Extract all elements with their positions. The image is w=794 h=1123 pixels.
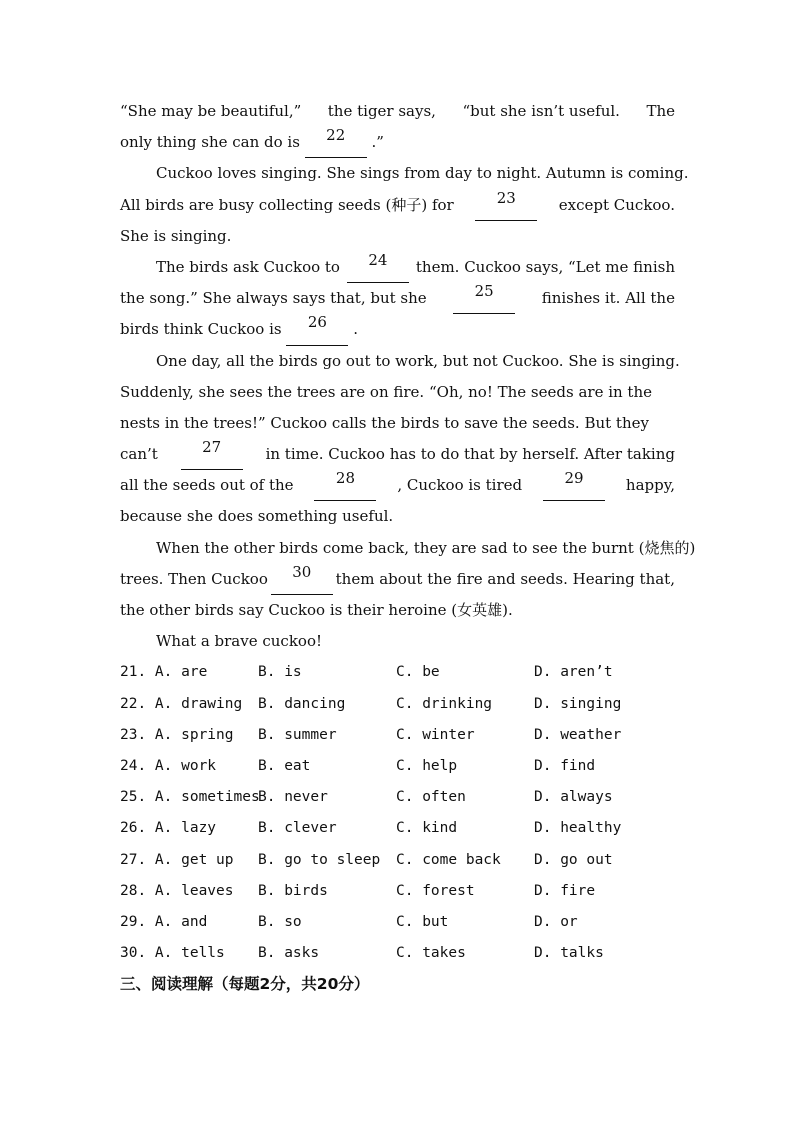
section-heading: 三、阅读理解（每题2分，共20分） xyxy=(120,975,370,994)
option-c: C. forest xyxy=(396,882,475,899)
passage-line: birds think Cuckoo is 26 . xyxy=(120,314,675,345)
option-c: C. kind xyxy=(396,820,458,837)
blank-27[interactable]: 27 xyxy=(181,439,243,470)
option-row-23 xyxy=(120,720,675,751)
passage-line: trees. Then Cuckoo 30 them about the fire and seeds. Hearing that, xyxy=(120,564,675,595)
option-d: D. talks xyxy=(534,945,604,962)
passage-line: One day, all the birds go out to work, but not Cuckoo. She is singing. xyxy=(156,351,680,370)
blank-23[interactable]: 23 xyxy=(475,190,537,221)
passage-line: the song.” She always says that, but she 25 finishes it. All the xyxy=(120,283,675,314)
passage-line: What a brave cuckoo! xyxy=(156,632,323,651)
passage-line: the other birds say Cuckoo is their heroine (女英雄). xyxy=(120,601,513,619)
blank-24[interactable]: 24 xyxy=(347,252,409,283)
option-row-27 xyxy=(120,845,675,876)
option-c: C. come back xyxy=(396,851,501,868)
option-a: 22. A. drawing xyxy=(120,695,243,712)
options-list xyxy=(120,657,675,969)
option-a: 29. A. and xyxy=(120,913,208,930)
blank-28[interactable]: 28 xyxy=(314,470,376,501)
option-d: D. singing xyxy=(534,695,622,712)
option-row-25 xyxy=(120,782,675,813)
blank-25[interactable]: 25 xyxy=(453,283,515,314)
option-b: B. dancing xyxy=(258,695,346,712)
option-d: D. go out xyxy=(534,851,613,868)
passage-line: “She may be beautiful,” the tiger says, “but she isn’t useful. The xyxy=(120,102,675,120)
option-b: B. clever xyxy=(258,820,337,837)
option-d: D. or xyxy=(534,913,578,930)
option-a: 25. A. sometimes xyxy=(120,789,260,806)
option-row-24 xyxy=(120,751,675,782)
option-c: C. but xyxy=(396,913,449,930)
option-b: B. birds xyxy=(258,882,328,899)
option-d: D. healthy xyxy=(534,820,622,837)
option-d: D. weather xyxy=(534,726,622,743)
option-a: 21. A. are xyxy=(120,664,208,681)
option-b: B. is xyxy=(258,664,302,681)
passage-line: She is singing. xyxy=(120,226,232,245)
option-d: D. aren’t xyxy=(534,664,613,681)
passage-line: only thing she can do is 22 .” xyxy=(120,127,675,158)
passage-line: When the other birds come back, they are sad to see the burnt (烧焦的) xyxy=(156,538,696,557)
option-b: B. eat xyxy=(258,757,311,774)
option-c: C. help xyxy=(396,757,458,774)
option-d: D. fire xyxy=(534,882,596,899)
option-b: B. asks xyxy=(258,945,320,962)
option-a: 28. A. leaves xyxy=(120,882,234,899)
option-c: C. often xyxy=(396,789,466,806)
option-row-26 xyxy=(120,813,675,844)
passage-line: because she does something useful. xyxy=(120,507,394,526)
option-c: C. takes xyxy=(396,945,466,962)
option-c: C. drinking xyxy=(396,695,493,712)
passage-line: can’t 27 in time. Cuckoo has to do that by herself. After taking xyxy=(120,439,675,470)
option-a: 23. A. spring xyxy=(120,726,234,743)
passage-line: Cuckoo loves singing. She sings from day to night. Autumn is coming. xyxy=(156,164,689,183)
option-a: 26. A. lazy xyxy=(120,820,217,837)
document-page xyxy=(120,96,696,1000)
option-b: B. so xyxy=(258,913,302,930)
option-row-30 xyxy=(120,938,675,969)
option-row-22 xyxy=(120,689,675,720)
blank-29[interactable]: 29 xyxy=(543,470,605,501)
option-c: C. winter xyxy=(396,726,475,743)
passage-line: all the seeds out of the 28 , Cuckoo is tired 29 happy, xyxy=(120,470,675,501)
option-b: B. summer xyxy=(258,726,337,743)
option-a: 24. A. work xyxy=(120,757,217,774)
option-a: 30. A. tells xyxy=(120,945,225,962)
blank-30[interactable]: 30 xyxy=(271,564,333,595)
option-row-28 xyxy=(120,876,675,907)
passage-line: Suddenly, she sees the trees are on fire. “Oh, no! The seeds are in the xyxy=(120,382,653,401)
option-row-29 xyxy=(120,907,675,938)
option-row-21 xyxy=(120,657,675,688)
blank-26[interactable]: 26 xyxy=(286,314,348,345)
option-d: D. always xyxy=(534,789,613,806)
option-b: B. go to sleep xyxy=(258,851,381,868)
option-c: C. be xyxy=(396,664,440,681)
option-d: D. find xyxy=(534,757,596,774)
option-b: B. never xyxy=(258,789,328,806)
passage-line: nests in the trees!” Cuckoo calls the birds to save the seeds. But they xyxy=(120,413,649,432)
blank-22[interactable]: 22 xyxy=(305,127,367,158)
passage-line: All birds are busy collecting seeds (种子) for 23 except Cuckoo. xyxy=(120,190,675,221)
passage-line: The birds ask Cuckoo to 24 them. Cuckoo says, “Let me finish xyxy=(120,252,675,283)
option-a: 27. A. get up xyxy=(120,851,234,868)
